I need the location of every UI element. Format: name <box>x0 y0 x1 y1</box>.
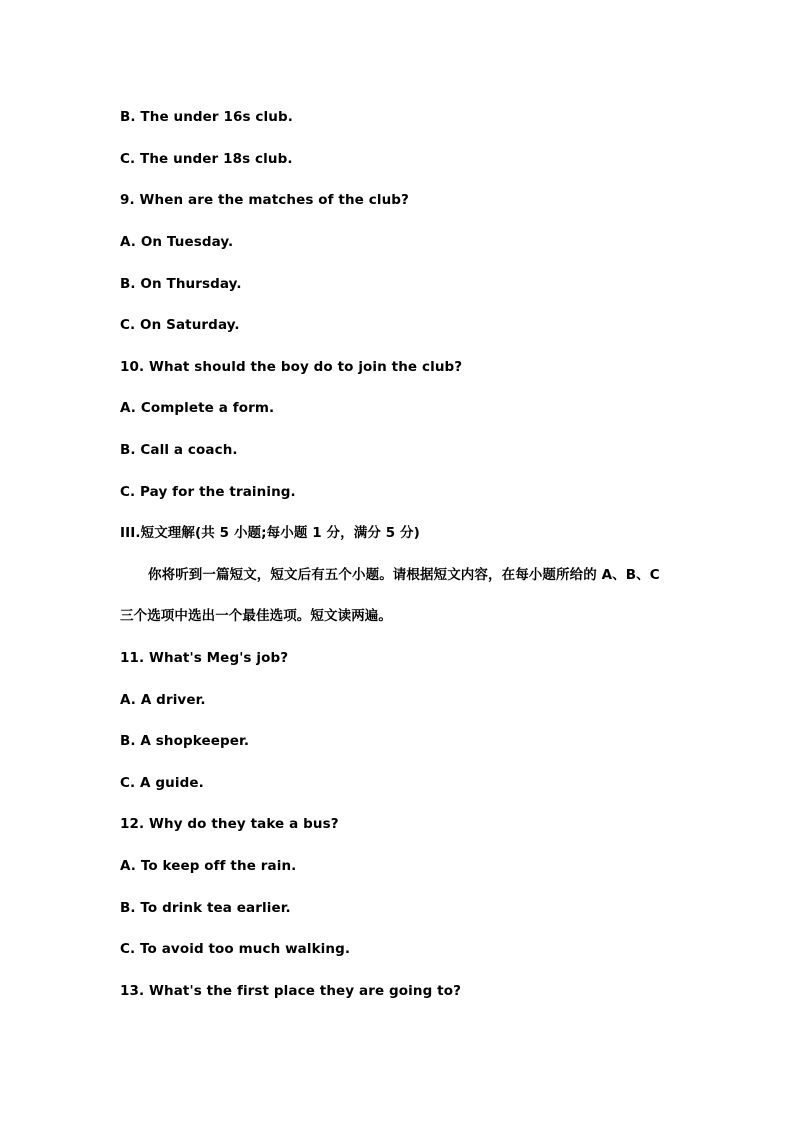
question-10: 10. What should the boy do to join the club? <box>120 359 463 375</box>
question-13: 13. What's the first place they are going to? <box>120 983 462 999</box>
option-12b: B. To drink tea earlier. <box>120 900 291 916</box>
option-10c: C. Pay for the training. <box>120 484 296 500</box>
option-10b: B. Call a coach. <box>120 442 238 458</box>
option-8c: C. The under 18s club. <box>120 151 293 167</box>
option-9a: A. On Tuesday. <box>120 234 234 250</box>
question-12: 12. Why do they take a bus? <box>120 816 339 832</box>
option-9c: C. On Saturday. <box>120 317 240 333</box>
option-8b: B. The under 16s club. <box>120 109 293 125</box>
option-10a: A. Complete a form. <box>120 400 275 416</box>
option-11b: B. A shopkeeper. <box>120 733 250 749</box>
option-12a: A. To keep off the rain. <box>120 858 297 874</box>
option-9b: B. On Thursday. <box>120 276 242 292</box>
question-11: 11. What's Meg's job? <box>120 650 289 666</box>
section-instructions-line2: 三个选项中选出一个最佳选项。短文读两遍。 <box>120 608 392 624</box>
section-heading: III.短文理解(共 5 小题;每小题 1 分，满分 5 分) <box>120 525 420 541</box>
section-instructions-line1: 你将听到一篇短文，短文后有五个小题。请根据短文内容，在每小题所给的 A、B、C <box>148 567 660 583</box>
question-9: 9. When are the matches of the club? <box>120 192 409 208</box>
option-11c: C. A guide. <box>120 775 204 791</box>
option-12c: C. To avoid too much walking. <box>120 941 351 957</box>
option-11a: A. A driver. <box>120 692 206 708</box>
